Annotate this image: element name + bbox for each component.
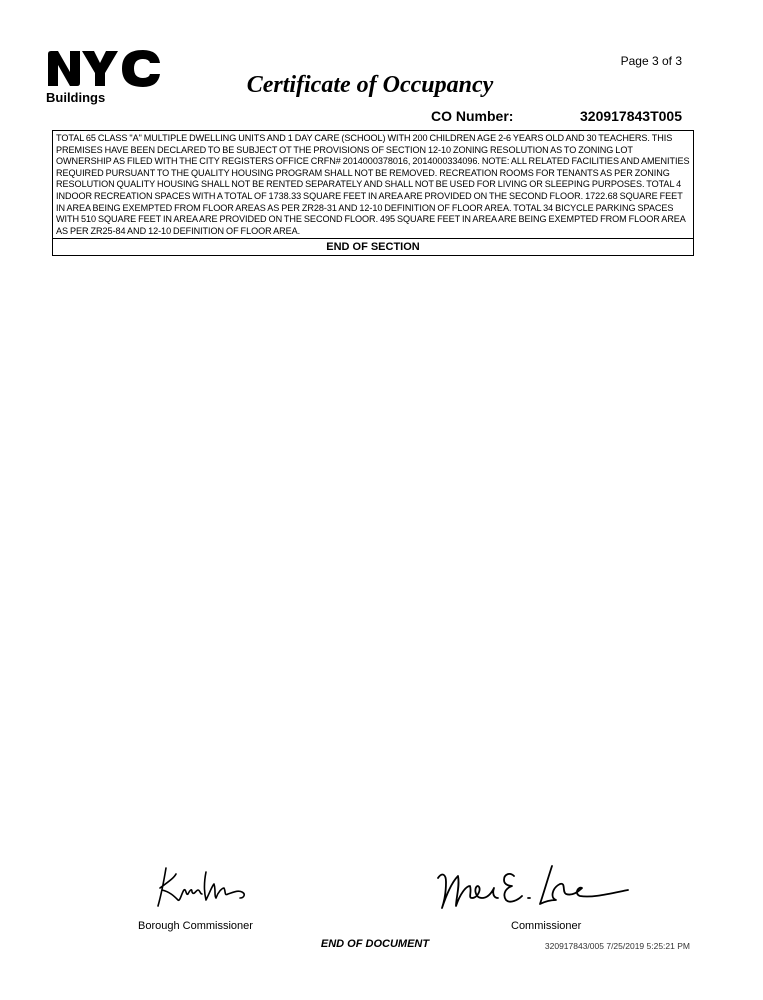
nyc-buildings-logo (46, 50, 162, 106)
borough-commissioner-label: Borough Commissioner (138, 920, 253, 932)
logo-subtitle: Buildings (46, 90, 106, 105)
nyc-wordmark-logo (46, 50, 162, 88)
borough-commissioner-signature (150, 862, 260, 912)
section-box (52, 130, 694, 256)
page-number: Page 3 of 3 (620, 54, 682, 68)
end-of-section: END OF SECTION (53, 238, 693, 255)
co-number-value: 320917843T005 (580, 108, 682, 124)
co-number-label: CO Number: (431, 108, 514, 124)
commissioner-label: Commissioner (511, 920, 582, 932)
document-title: Certificate of Occupancy (246, 72, 494, 98)
end-of-document: END OF DOCUMENT (320, 938, 430, 950)
section-text: TOTAL 65 CLASS "A" MULTIPLE DWELLING UNITS AND 1 DAY CARE (SCHOOL) WITH 200 CHILDREN AGE 2-6 YEARS OLD AND 30 TEACHERS. THIS PREMISES HAVE BEEN DECLARED TO BE SUBJECT OT THE PROVISIONS OF SECTION 12-10 ZONING RESOLUTION AS TO ZONING LOT OWNERSHIP AS FILED WITH THE CITY REGISTERS OFFICE CRFN# 2014000378016, 2014000334096. NOTE: ALL RELATED FACILITIES AND AMENITIES REQUIRED PURSUANT TO THE QUALITY HOUSING PROGRAM SHALL NOT BE REMOVED. RECREATION ROOMS FOR TENANTS AS PER ZONING RESOLUTION QUALITY HOUSING SHALL NOT BE RENTED SEPARATELY AND SHALL NOT BE USED FOR LIVING OR SLEEPING PURPOSES. TOTAL 4 INDOOR RECREATION SPACES WITH A TOTAL OF 1738.33 SQUARE FEET IN AREA ARE PROVIDED ON THE SECOND FLOOR. 1722.68 SQUARE FEET IN AREA BEING EXEMPTED FROM FLOOR AREAS AS PER ZR28-31 AND 12-10 DEFINITION OF FLOOR AREA. TOTAL 34 BICYCLE PARKING SPACES WITH 510 SQUARE FEET IN AREA ARE PROVIDED ON THE SECOND FLOOR. 495 SQUARE FEET IN AREA ARE BEING EXEMPTED FROM FLOOR AREA AS PER ZR25-84 AND 12-10 DEFINITION OF FLOOR AREA. (56, 133, 690, 236)
document-stamp: 320917843/005 7/25/2019 5:25:21 PM (544, 941, 690, 951)
commissioner-signature (432, 858, 652, 916)
